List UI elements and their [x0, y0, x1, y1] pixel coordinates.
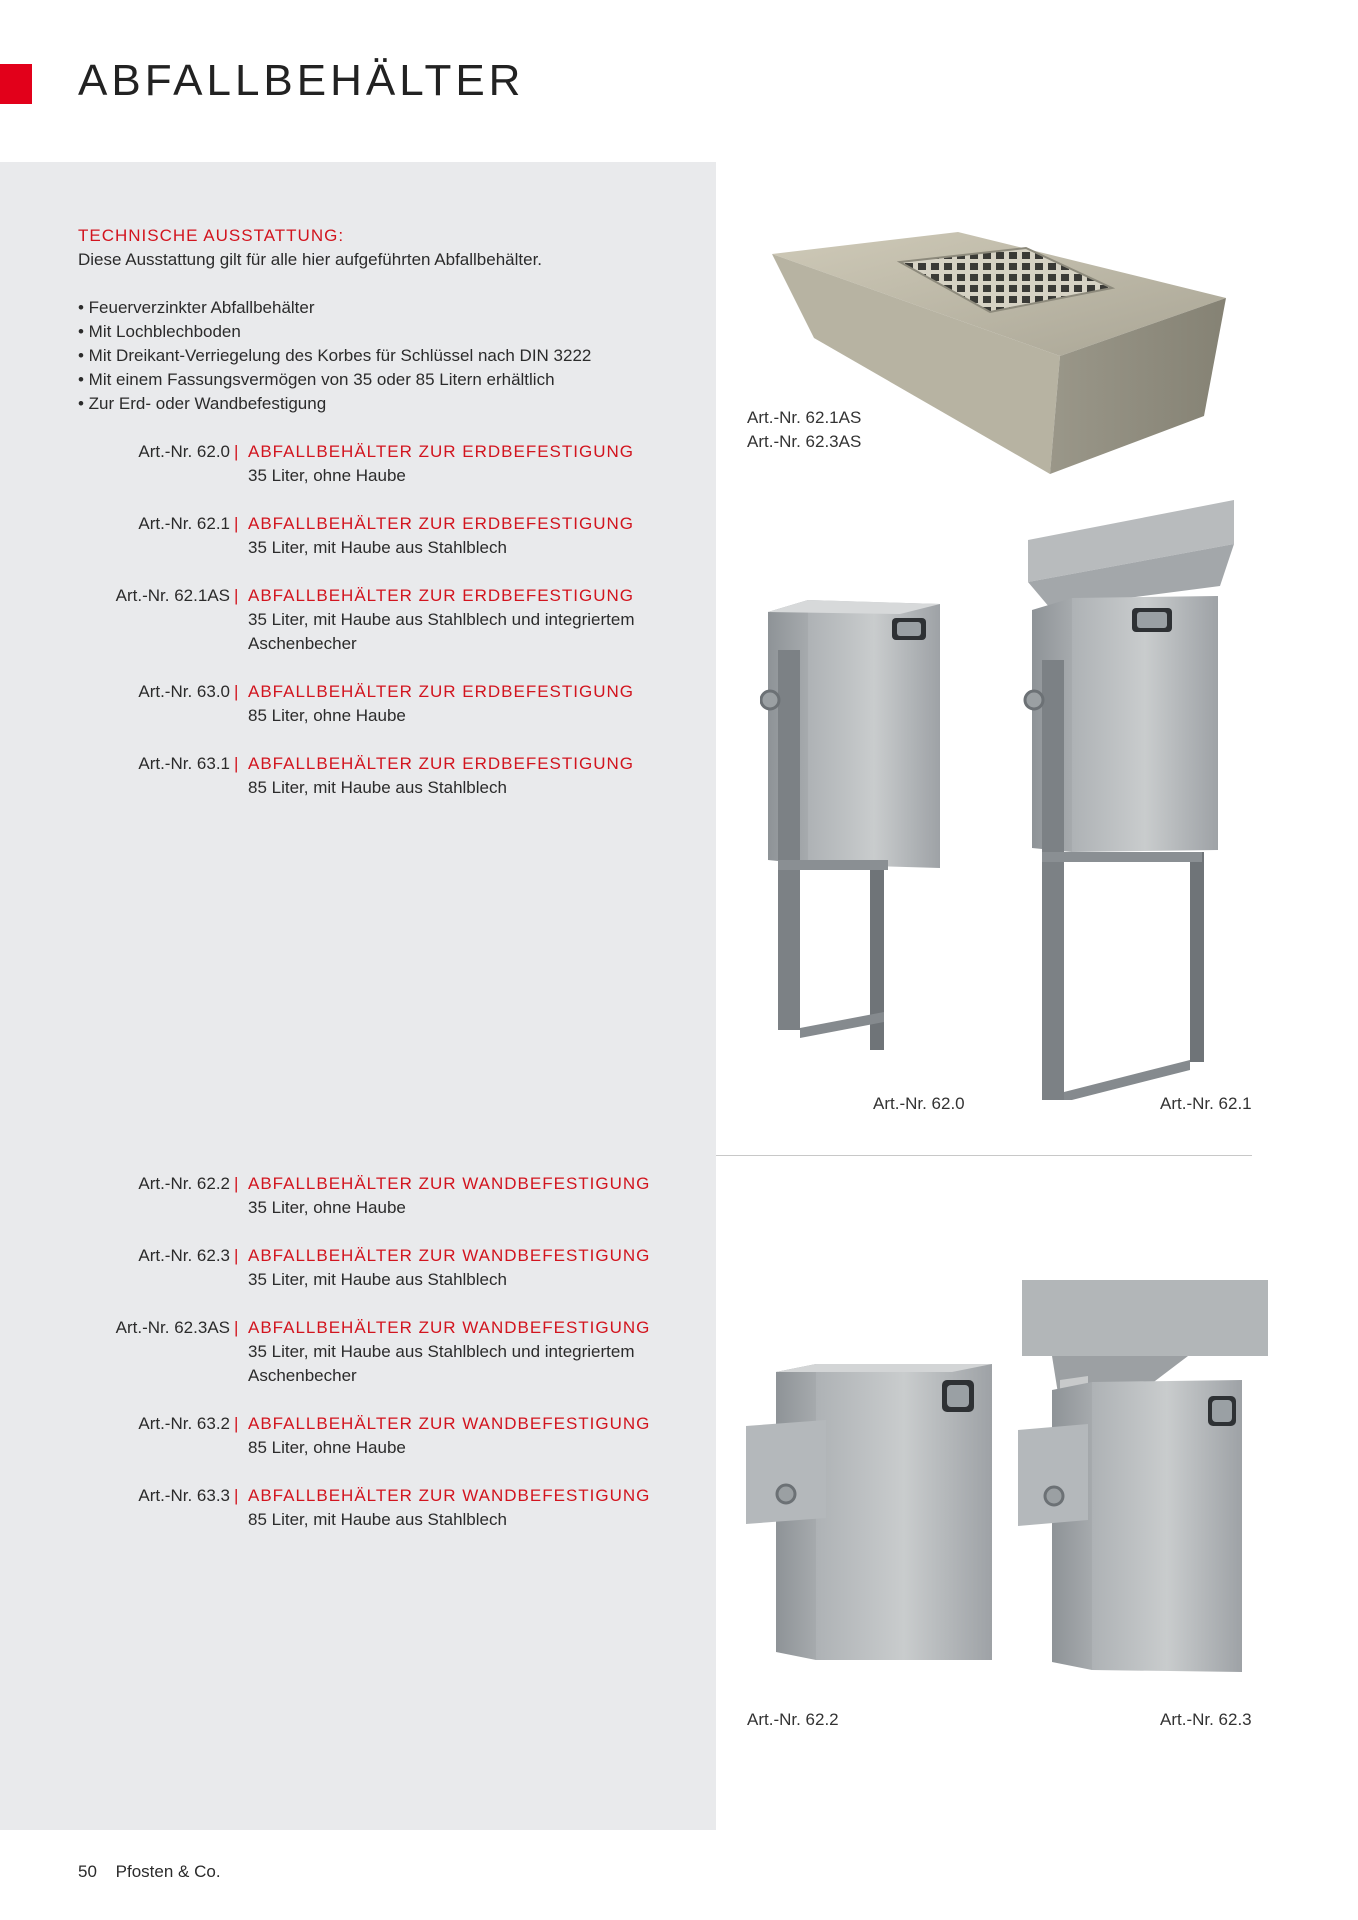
- article-title: ABFALLBEHÄLTER ZUR WANDBEFESTIGUNG: [248, 1486, 651, 1505]
- separator: |: [234, 442, 239, 461]
- article-number: Art.-Nr. 62.1: [138, 514, 230, 533]
- page-title: ABFALLBEHÄLTER: [78, 56, 525, 105]
- technical-intro: Diese Ausstattung gilt für alle hier aufgeführten Abfallbehälter.: [78, 250, 543, 269]
- article-number: Art.-Nr. 63.3: [138, 1486, 230, 1505]
- article-number: Art.-Nr. 62.3AS: [115, 1318, 230, 1337]
- article-description: 85 Liter, ohne Haube: [248, 706, 406, 725]
- section-marker: [0, 64, 32, 104]
- wall-bins-photo: [742, 1280, 1282, 1700]
- section-divider: [716, 1155, 1252, 1156]
- article-number: Art.-Nr. 62.0: [138, 442, 230, 461]
- article-title: ABFALLBEHÄLTER ZUR ERDBEFESTIGUNG: [248, 682, 634, 701]
- article-number: Art.-Nr. 63.2: [138, 1414, 230, 1433]
- separator: |: [234, 682, 239, 701]
- article-title: ABFALLBEHÄLTER ZUR WANDBEFESTIGUNG: [248, 1414, 651, 1433]
- article-title: ABFALLBEHÄLTER ZUR ERDBEFESTIGUNG: [248, 754, 634, 773]
- separator: |: [234, 1318, 239, 1337]
- feature-list: [78, 296, 591, 416]
- article-description: 35 Liter, ohne Haube: [248, 1198, 406, 1217]
- brand-name: Pfosten & Co.: [115, 1862, 221, 1881]
- article-title: ABFALLBEHÄLTER ZUR WANDBEFESTIGUNG: [248, 1318, 651, 1337]
- separator: |: [234, 514, 239, 533]
- caption-62-0: Art.-Nr. 62.0: [873, 1094, 965, 1113]
- separator: |: [234, 1414, 239, 1433]
- separator: |: [234, 1486, 239, 1505]
- article-description: 35 Liter, mit Haube aus Stahlblech: [248, 538, 507, 557]
- article-description: 35 Liter, mit Haube aus Stahlblech: [248, 1270, 507, 1289]
- page-footer: [78, 1862, 221, 1882]
- caption-62-1: Art.-Nr. 62.1: [1160, 1094, 1252, 1113]
- article-description: 35 Liter, mit Haube aus Stahlblech und integriertem Aschenbecher: [248, 610, 635, 653]
- separator: |: [234, 754, 239, 773]
- article-number: Art.-Nr. 62.3: [138, 1246, 230, 1265]
- article-title: ABFALLBEHÄLTER ZUR ERDBEFESTIGUNG: [248, 442, 634, 461]
- feature-item: • Feuerverzinkter Abfallbehälter: [78, 298, 315, 317]
- article-description: 85 Liter, mit Haube aus Stahlblech: [248, 1510, 507, 1529]
- ground-bins-photo: [760, 500, 1250, 1100]
- caption-62-3as: Art.-Nr. 62.3AS: [747, 432, 862, 451]
- article-title: ABFALLBEHÄLTER ZUR ERDBEFESTIGUNG: [248, 586, 634, 605]
- article-title: ABFALLBEHÄLTER ZUR WANDBEFESTIGUNG: [248, 1174, 651, 1193]
- article-description: 35 Liter, mit Haube aus Stahlblech und integriertem Aschenbecher: [248, 1342, 635, 1385]
- caption-62-3: Art.-Nr. 62.3: [1160, 1710, 1252, 1729]
- article-description: 35 Liter, ohne Haube: [248, 466, 406, 485]
- article-number: Art.-Nr. 62.2: [138, 1174, 230, 1193]
- article-number: Art.-Nr. 63.0: [138, 682, 230, 701]
- article-number: Art.-Nr. 63.1: [138, 754, 230, 773]
- separator: |: [234, 586, 239, 605]
- separator: |: [234, 1174, 239, 1193]
- page-number: 50: [78, 1862, 97, 1881]
- caption-62-1as: Art.-Nr. 62.1AS: [747, 408, 862, 427]
- article-description: 85 Liter, ohne Haube: [248, 1438, 406, 1457]
- separator: |: [234, 1246, 239, 1265]
- feature-item: • Mit einem Fassungsvermögen von 35 oder 85 Litern erhältlich: [78, 370, 555, 389]
- article-number: Art.-Nr. 62.1AS: [115, 586, 230, 605]
- caption-62-2: Art.-Nr. 62.2: [747, 1710, 839, 1729]
- article-title: ABFALLBEHÄLTER ZUR WANDBEFESTIGUNG: [248, 1246, 651, 1265]
- technical-heading: TECHNISCHE AUSSTATTUNG:: [78, 226, 345, 245]
- article-title: ABFALLBEHÄLTER ZUR ERDBEFESTIGUNG: [248, 514, 634, 533]
- feature-item: • Zur Erd- oder Wandbefestigung: [78, 394, 327, 413]
- feature-item: • Mit Lochblechboden: [78, 322, 241, 341]
- article-description: 85 Liter, mit Haube aus Stahlblech: [248, 778, 507, 797]
- feature-item: • Mit Dreikant-Verriegelung des Korbes für Schlüssel nach DIN 3222: [78, 346, 592, 365]
